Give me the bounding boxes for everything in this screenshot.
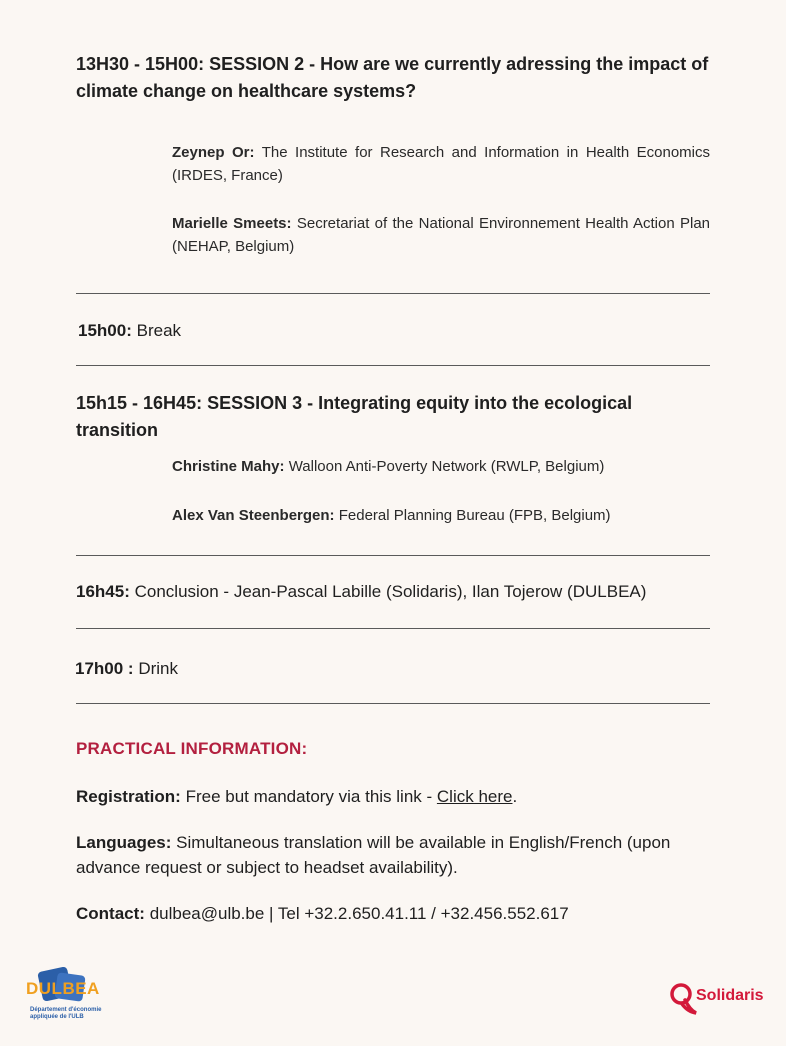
speaker-marielle-smeets — [172, 212, 710, 258]
conclusion-item — [76, 580, 736, 604]
speaker-affiliation: The Institute for Research and Information in Health Economics (IRDES, France) — [172, 144, 711, 184]
drink-label: Drink — [138, 659, 178, 678]
registration-end: . — [512, 787, 518, 806]
languages-text: Simultaneous translation will be available in English/French (upon advance request or subject to headset availability). — [76, 833, 671, 877]
divider — [76, 293, 710, 294]
speaker-name: Marielle Smeets: — [172, 215, 292, 232]
session-2-title: 13H30 - 15H00: SESSION 2 - How are we currently adressing the impact of climate change on healthcare systems? — [76, 54, 709, 101]
speaker-name: Alex Van Steenbergen: — [172, 507, 335, 524]
drink-time: 17h00 : — [75, 659, 134, 678]
registration-info — [76, 784, 736, 809]
break-time: 15h00: — [78, 321, 132, 340]
solidaris-wordmark: Solidaris — [696, 987, 764, 1004]
dulbea-logo — [26, 965, 136, 1031]
registration-link[interactable]: Click here — [436, 787, 513, 806]
registration-text: Free but mandatory via this link - — [185, 787, 437, 806]
practical-info-heading: PRACTICAL INFORMATION: — [76, 739, 308, 758]
speaker-alex-van-steenbergen — [172, 504, 732, 527]
speaker-christine-mahy — [172, 455, 732, 478]
divider — [76, 365, 710, 366]
speaker-affiliation: Walloon Anti-Poverty Network (RWLP, Belgium) — [288, 458, 605, 475]
contact-info — [76, 901, 736, 926]
speaker-affiliation: Federal Planning Bureau (FPB, Belgium) — [338, 507, 611, 524]
contact-phones: | Tel +32.2.650.41.11 / +32.456.552.617 — [264, 904, 569, 923]
contact-email: dulbea@ulb.be — [149, 904, 265, 923]
registration-label: Registration: — [76, 787, 181, 806]
dulbea-tagline: Département d'économie appliquée de l'ULB — [30, 1007, 102, 1020]
conclusion-time: 16h45: — [76, 582, 130, 601]
dulbea-wordmark: DULBEA — [26, 979, 100, 998]
conclusion-label: Conclusion - Jean-Pascal Labille (Solidaris), Ilan Tojerow (DULBEA) — [134, 582, 647, 601]
speaker-affiliation: Secretariat of the National Environnement Health Action Plan (NEHAP, Belgium) — [172, 215, 711, 255]
languages-info — [76, 830, 716, 880]
session-3-title: 15h15 - 16H45: SESSION 3 - Integrating equity into the ecological transition — [76, 393, 633, 440]
break-item — [78, 319, 181, 343]
break-label: Break — [136, 321, 182, 340]
speaker-name: Zeynep Or: — [172, 144, 255, 161]
speaker-zeynep-or — [172, 141, 710, 187]
contact-label: Contact: — [76, 904, 145, 923]
divider — [76, 703, 710, 704]
drink-item — [75, 657, 178, 681]
speaker-name: Christine Mahy: — [172, 458, 285, 475]
languages-label: Languages: — [76, 833, 172, 852]
divider — [76, 555, 710, 556]
solidaris-logo — [668, 980, 778, 1020]
divider — [76, 628, 710, 629]
